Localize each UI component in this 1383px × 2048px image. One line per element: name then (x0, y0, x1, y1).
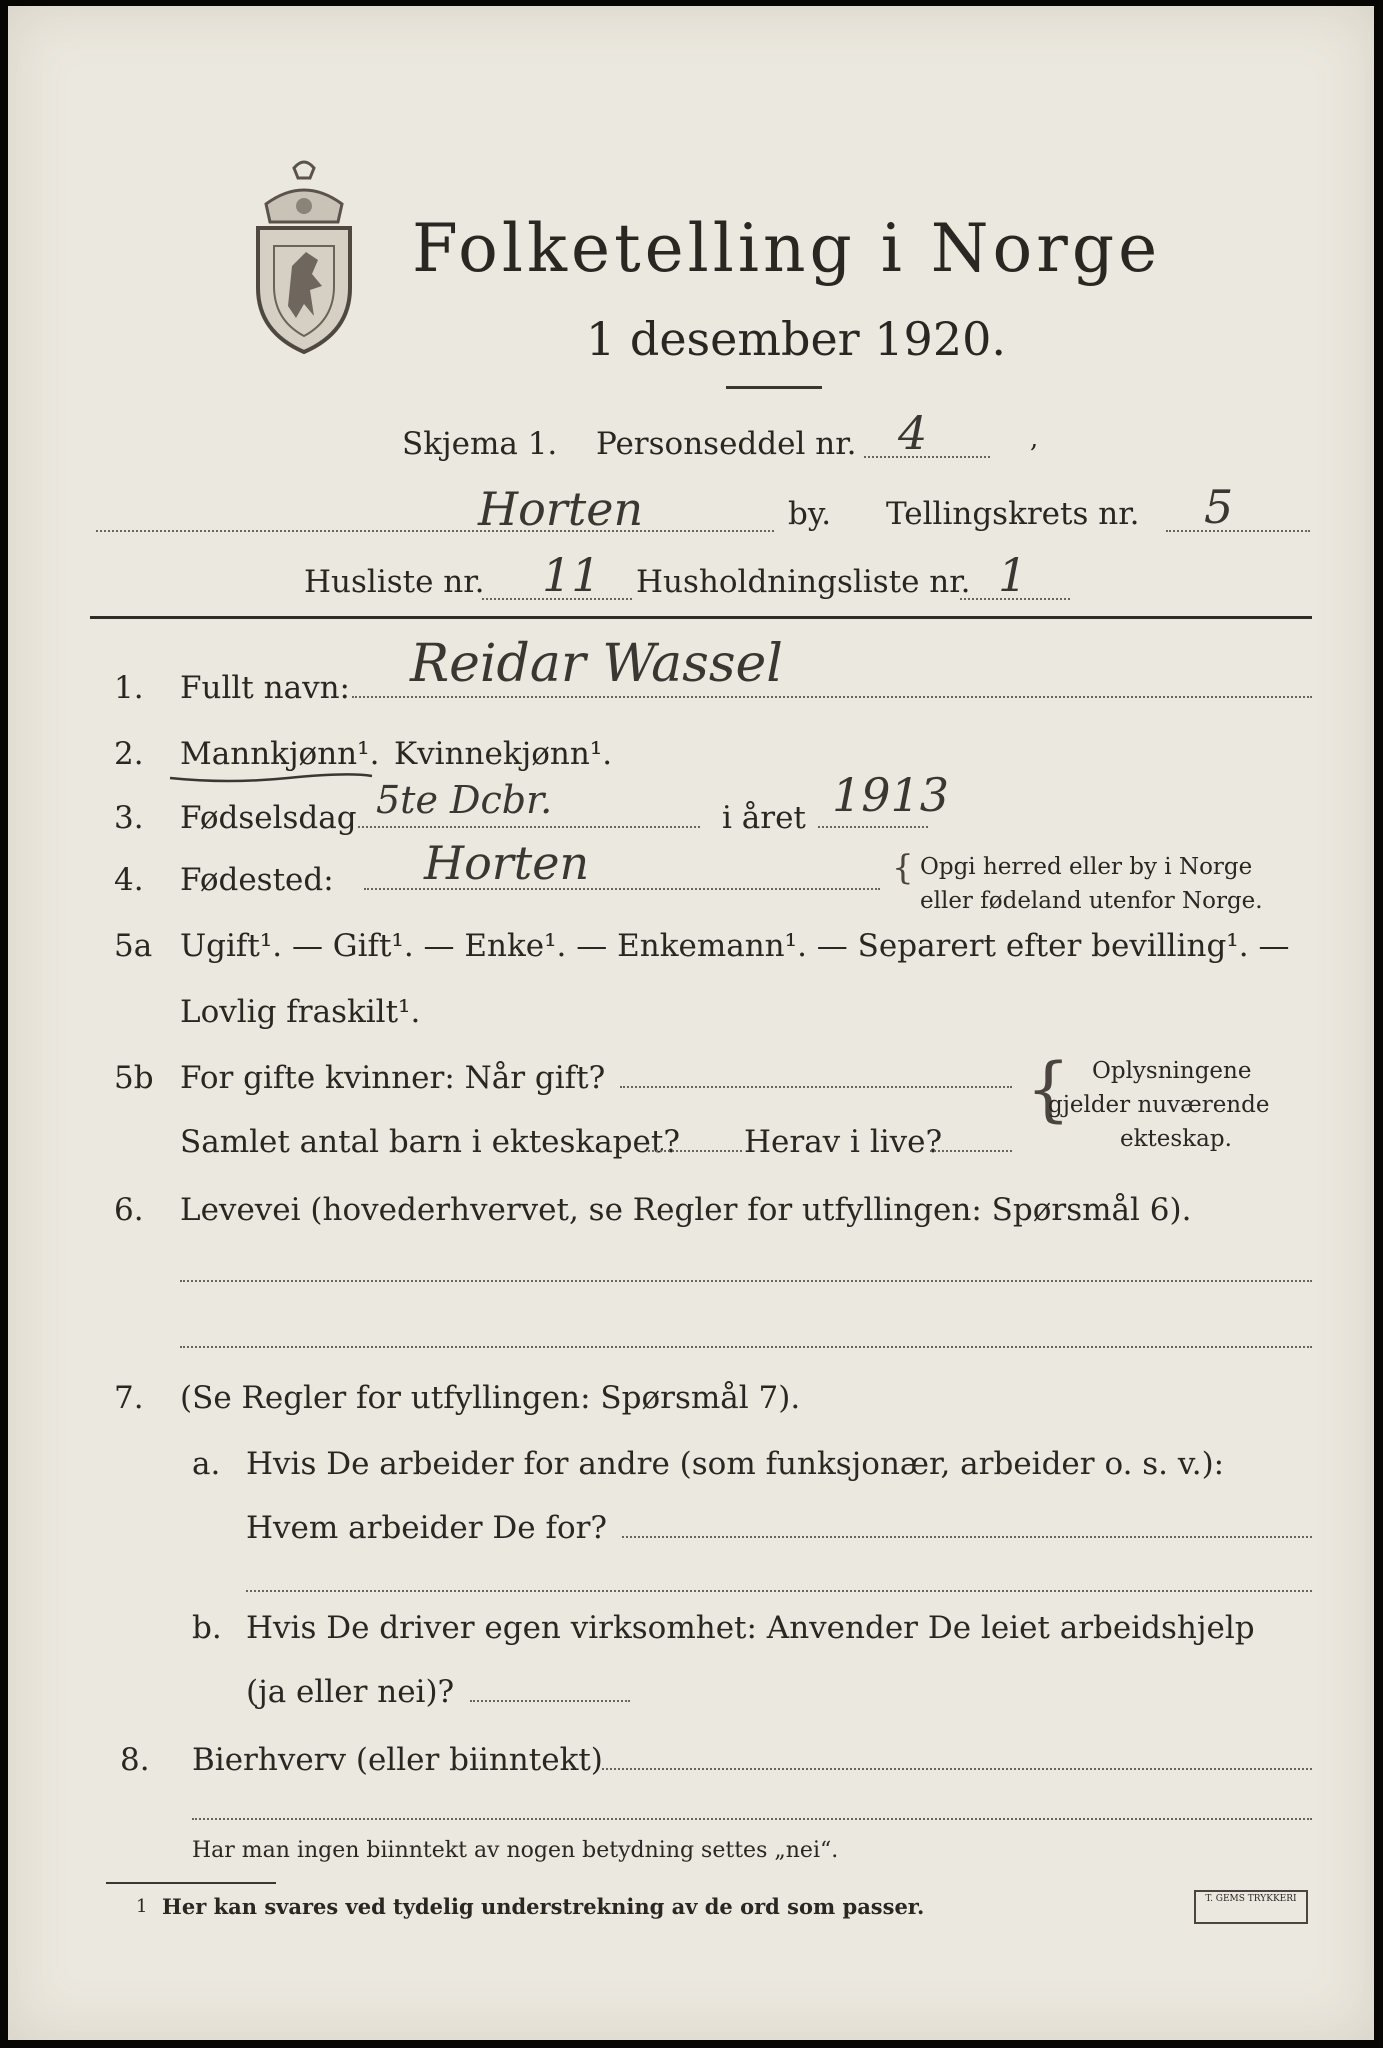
q5b-alive-line (930, 1150, 1012, 1152)
q5a-options: Ugift¹. — Gift¹. — Enke¹. — Enkemann¹. — Separert efter bevilling¹. — (180, 928, 1290, 964)
q6-line2 (180, 1346, 1312, 1348)
q2-female-option: Kvinnekjønn¹. (394, 736, 613, 772)
q3-number: 3. (114, 800, 144, 836)
page-title: Folketelling i Norge (412, 210, 1162, 287)
husliste-label: Husliste nr. (304, 564, 485, 600)
q5b-children-label: Samlet antal barn i ekteskapet? (180, 1124, 680, 1160)
tellingskrets-value: 5 (1204, 480, 1234, 534)
q3-year-label: i året (722, 800, 806, 836)
q5b-brace-icon: { (1026, 1048, 1071, 1130)
q5b-note-line3: ekteskap. (1120, 1126, 1232, 1152)
q4-label: Fødested: (180, 862, 334, 898)
q4-value: Horten (424, 836, 590, 890)
q5b-note-line1: Oplysningene (1092, 1058, 1252, 1084)
printer-stamp (1194, 1890, 1308, 1924)
q3-year-line (818, 826, 928, 828)
q4-note-line2: eller fødeland utenfor Norge. (920, 888, 1263, 914)
q7a-number: a. (192, 1446, 221, 1482)
q7b-label: Hvis De driver egen virksomhet: Anvender De leiet arbeidshjelp (246, 1610, 1255, 1646)
husholdningsliste-value: 1 (998, 548, 1028, 602)
coat-of-arms-icon (248, 156, 360, 356)
q7a-employer-line (622, 1536, 1312, 1538)
by-value: Horten (478, 482, 644, 536)
q8-label: Bierhverv (eller biinntekt) (192, 1742, 603, 1778)
q5b-alive-label: Herav i live? (744, 1124, 943, 1160)
printer-stamp-text: T. GEMS TRYKKERI (1205, 1894, 1297, 1904)
q5b-married-label: For gifte kvinner: Når gift? (180, 1060, 606, 1096)
q5a-number: 5a (114, 928, 153, 964)
q3-label: Fødselsdag (180, 800, 357, 836)
schema-label: Skjema 1. (402, 426, 558, 462)
footnote-number: 1 (136, 1896, 148, 1917)
by-line (96, 530, 774, 532)
q3-value: 5te Dcbr. (376, 778, 553, 822)
footnote-divider (106, 1882, 276, 1884)
census-date: 1 desember 1920. (586, 312, 1006, 366)
q6-label: Levevei (hovederhvervet, se Regler for utfyllingen: Spørsmål 6). (180, 1192, 1192, 1228)
q7-label: (Se Regler for utfyllingen: Spørsmål 7). (180, 1380, 801, 1416)
q8-line2 (192, 1818, 1312, 1820)
q4-brace-icon: { (892, 848, 914, 888)
q5a-options-cont: Lovlig fraskilt¹. (180, 994, 421, 1030)
header-divider (90, 616, 1312, 619)
q5b-number: 5b (114, 1060, 154, 1096)
q2-male-option: Mannkjønn¹. (180, 736, 380, 772)
q1-line (352, 696, 1312, 698)
q3-line (358, 826, 700, 828)
q6-line1 (180, 1280, 1312, 1282)
q1-number: 1. (114, 670, 144, 706)
q7-number: 7. (114, 1380, 144, 1416)
personseddel-value: 4 (898, 406, 928, 460)
q5b-married-line (620, 1086, 1012, 1088)
by-label: by. (788, 496, 832, 532)
tellingskrets-label: Tellingskrets nr. (886, 496, 1140, 532)
tellingskrets-line (1166, 530, 1310, 532)
husholdningsliste-label: Husholdningsliste nr. (636, 564, 971, 600)
q1-label: Fullt navn: (180, 670, 350, 706)
biinntekt-note: Har man ingen biinntekt av nogen betydning settes „nei“. (192, 1838, 839, 1863)
q4-number: 4. (114, 862, 144, 898)
q7a-label: Hvis De arbeider for andre (som funksjonær, arbeider o. s. v.): (246, 1446, 1225, 1482)
q5b-children-line (648, 1150, 742, 1152)
q8-line1 (602, 1768, 1312, 1770)
q1-value: Reidar Wassel (410, 634, 783, 694)
q2-number: 2. (114, 736, 144, 772)
q7b-answer-label: (ja eller nei)? (246, 1674, 455, 1710)
husliste-value: 11 (542, 548, 601, 602)
q7b-number: b. (192, 1610, 222, 1646)
q7a-line2 (246, 1590, 1312, 1592)
q4-note-line1: Opgi herred eller by i Norge (920, 854, 1253, 880)
q5b-note-line2: gjelder nuværende (1048, 1092, 1270, 1118)
personseddel-label: Personseddel nr. (596, 426, 857, 462)
q7a-employer-label: Hvem arbeider De for? (246, 1510, 608, 1546)
mark: , (1030, 424, 1039, 454)
q7b-answer-line (470, 1700, 630, 1702)
q3-year-value: 1913 (832, 768, 950, 822)
male-underline-icon (168, 770, 374, 786)
footnote-text: Her kan svares ved tydelig understrekning av de ord som passer. (162, 1894, 925, 1919)
q6-number: 6. (114, 1192, 144, 1228)
census-form-page (8, 6, 1374, 2040)
q8-number: 8. (120, 1742, 150, 1778)
title-divider (726, 386, 822, 389)
